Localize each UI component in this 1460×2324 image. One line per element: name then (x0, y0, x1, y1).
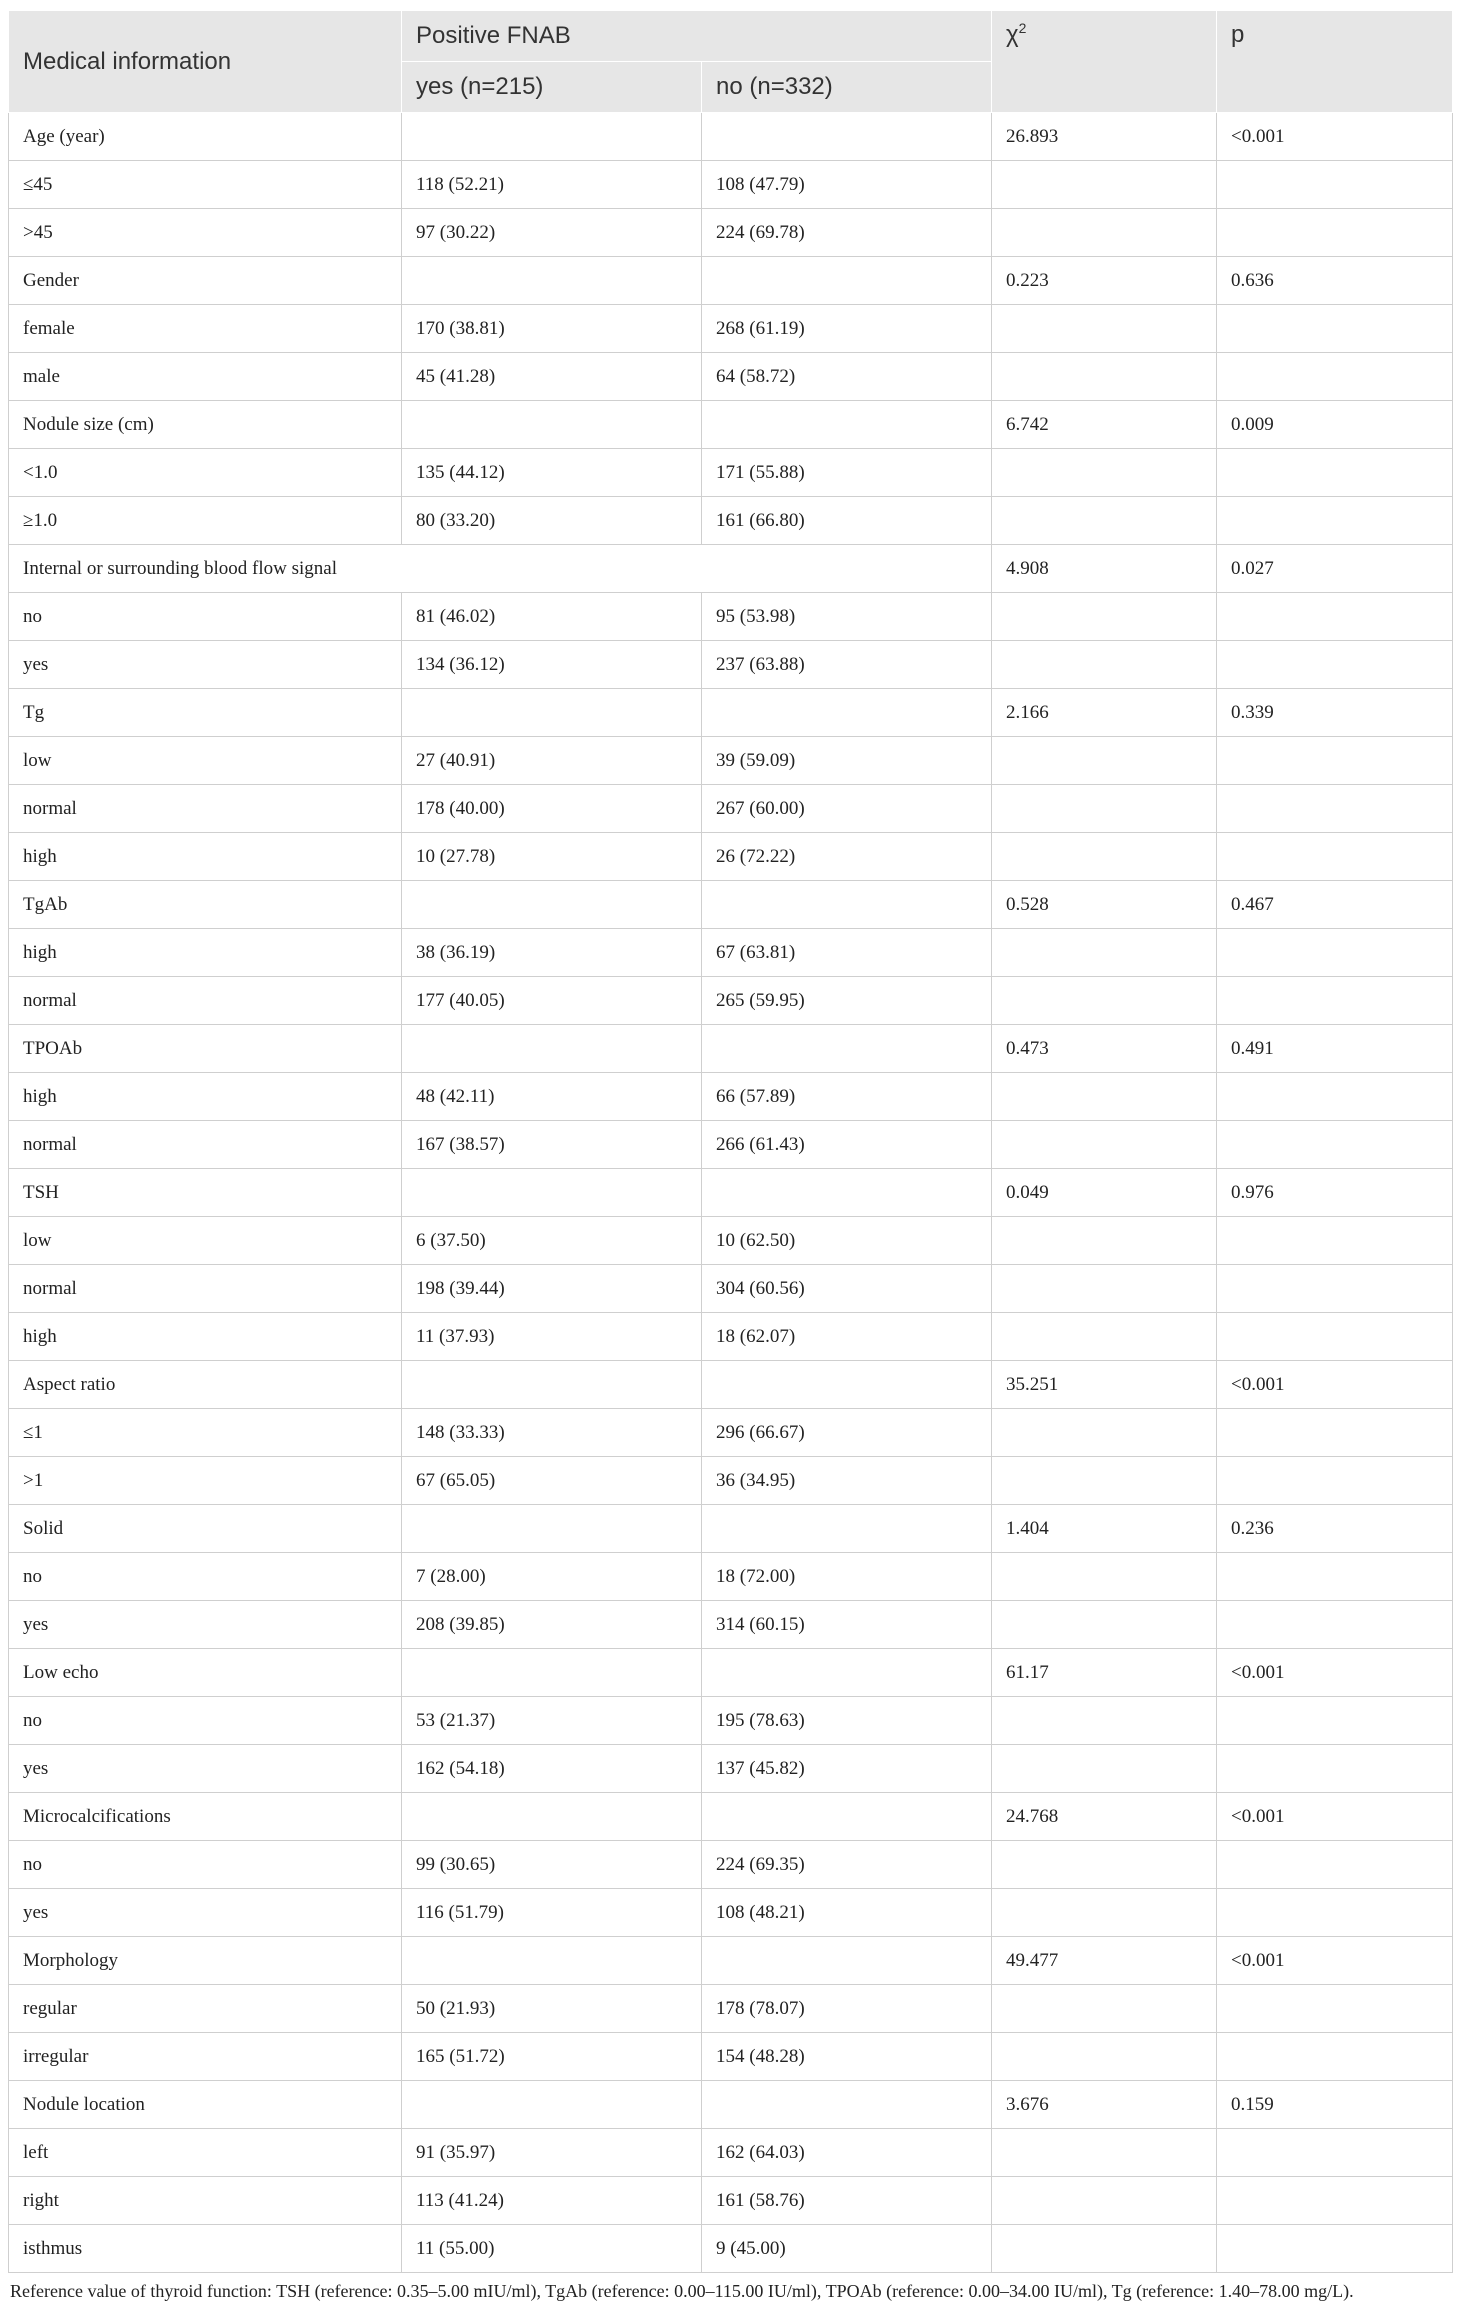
cell-p (1217, 1697, 1453, 1745)
cell-chi2 (992, 1217, 1217, 1265)
cell-no: 265 (59.95) (702, 977, 992, 1025)
cell-yes: 165 (51.72) (402, 2033, 702, 2081)
cell-yes: 80 (33.20) (402, 497, 702, 545)
cell-variable: no (9, 593, 402, 641)
cell-p: 0.236 (1217, 1505, 1453, 1553)
table-row (9, 2177, 1453, 2225)
cell-p: 0.339 (1217, 689, 1453, 737)
cell-no: 137 (45.82) (702, 1745, 992, 1793)
table-row (9, 2129, 1453, 2177)
table-row (9, 833, 1453, 881)
cell-yes: 178 (40.00) (402, 785, 702, 833)
table-row (9, 2225, 1453, 2273)
table-row (9, 209, 1453, 257)
cell-yes: 11 (37.93) (402, 1313, 702, 1361)
cell-yes: 48 (42.11) (402, 1073, 702, 1121)
cell-p (1217, 449, 1453, 497)
cell-chi2: 35.251 (992, 1361, 1217, 1409)
cell-p: 0.491 (1217, 1025, 1453, 1073)
cell-no: 36 (34.95) (702, 1457, 992, 1505)
table-row (9, 1409, 1453, 1457)
cell-yes: 53 (21.37) (402, 1697, 702, 1745)
cell-p (1217, 209, 1453, 257)
cell-p (1217, 929, 1453, 977)
cell-yes: 7 (28.00) (402, 1553, 702, 1601)
cell-no: 296 (66.67) (702, 1409, 992, 1457)
cell-no (702, 113, 992, 161)
cell-variable: female (9, 305, 402, 353)
cell-yes: 170 (38.81) (402, 305, 702, 353)
table-row (9, 545, 1453, 593)
table-row (9, 1697, 1453, 1745)
table-row (9, 257, 1453, 305)
cell-chi2 (992, 2177, 1217, 2225)
cell-p: <0.001 (1217, 1937, 1453, 1985)
cell-p (1217, 1073, 1453, 1121)
cell-chi2 (992, 1121, 1217, 1169)
table-row (9, 353, 1453, 401)
cell-no: 108 (48.21) (702, 1889, 992, 1937)
header-medical-information: Medical information (9, 11, 402, 113)
cell-yes: 38 (36.19) (402, 929, 702, 977)
cell-no: 18 (62.07) (702, 1313, 992, 1361)
cell-yes: 148 (33.33) (402, 1409, 702, 1457)
cell-chi2 (992, 737, 1217, 785)
cell-p: 0.467 (1217, 881, 1453, 929)
table-row (9, 1265, 1453, 1313)
cell-yes (402, 2081, 702, 2129)
cell-yes (402, 1793, 702, 1841)
cell-yes: 97 (30.22) (402, 209, 702, 257)
table-row (9, 1457, 1453, 1505)
table-row (9, 113, 1453, 161)
table-row (9, 1793, 1453, 1841)
cell-p (1217, 2225, 1453, 2273)
table-row (9, 1025, 1453, 1073)
footnote: Reference value of thyroid function: TSH (reference: 0.35–5.00 mIU/ml), TgAb (reference: 0.00–115.00 IU/ml), TPOAb (reference: 0.00–34.00 IU/ml), Tg (reference: 1.40–78.00 mg/L). (10, 2281, 1354, 2301)
table-row (9, 641, 1453, 689)
cell-p (1217, 353, 1453, 401)
cell-no: 9 (45.00) (702, 2225, 992, 2273)
cell-yes: 10 (27.78) (402, 833, 702, 881)
table-row (9, 2081, 1453, 2129)
cell-p: 0.636 (1217, 257, 1453, 305)
cell-yes (402, 689, 702, 737)
cell-variable: >1 (9, 1457, 402, 1505)
table-row (9, 1313, 1453, 1361)
table-row (9, 305, 1453, 353)
cell-variable: Internal or surrounding blood flow signal (9, 545, 992, 593)
cell-p (1217, 737, 1453, 785)
cell-chi2 (992, 1745, 1217, 1793)
cell-yes (402, 401, 702, 449)
cell-no: 304 (60.56) (702, 1265, 992, 1313)
cell-no (702, 1361, 992, 1409)
table-row (9, 497, 1453, 545)
table-row (9, 1601, 1453, 1649)
cell-no: 10 (62.50) (702, 1217, 992, 1265)
cell-yes: 167 (38.57) (402, 1121, 702, 1169)
cell-p (1217, 1889, 1453, 1937)
cell-variable: no (9, 1697, 402, 1745)
cell-chi2: 2.166 (992, 689, 1217, 737)
cell-p: 0.976 (1217, 1169, 1453, 1217)
cell-variable: high (9, 1073, 402, 1121)
cell-variable: normal (9, 1265, 402, 1313)
cell-yes: 50 (21.93) (402, 1985, 702, 2033)
table-body (9, 113, 1453, 2273)
table-row (9, 2033, 1453, 2081)
cell-yes: 208 (39.85) (402, 1601, 702, 1649)
cell-no (702, 689, 992, 737)
header-chi-square (992, 11, 1217, 113)
header-positive-fnab: Positive FNAB (402, 11, 992, 62)
cell-p: <0.001 (1217, 1793, 1453, 1841)
cell-chi2 (992, 1073, 1217, 1121)
cell-yes (402, 1361, 702, 1409)
cell-chi2: 61.17 (992, 1649, 1217, 1697)
cell-chi2: 3.676 (992, 2081, 1217, 2129)
cell-chi2 (992, 161, 1217, 209)
cell-no (702, 257, 992, 305)
cell-p (1217, 1409, 1453, 1457)
cell-variable: right (9, 2177, 402, 2225)
cell-yes: 27 (40.91) (402, 737, 702, 785)
cell-variable: regular (9, 1985, 402, 2033)
cell-variable: left (9, 2129, 402, 2177)
cell-variable: normal (9, 785, 402, 833)
cell-variable: yes (9, 1745, 402, 1793)
cell-no (702, 2081, 992, 2129)
cell-yes: 118 (52.21) (402, 161, 702, 209)
cell-variable: high (9, 1313, 402, 1361)
table-row (9, 977, 1453, 1025)
cell-chi2: 4.908 (992, 545, 1217, 593)
cell-p (1217, 497, 1453, 545)
cell-no (702, 881, 992, 929)
table-row (9, 401, 1453, 449)
cell-no: 108 (47.79) (702, 161, 992, 209)
cell-chi2 (992, 1457, 1217, 1505)
cell-yes: 116 (51.79) (402, 1889, 702, 1937)
table-row (9, 1841, 1453, 1889)
cell-p (1217, 593, 1453, 641)
results-table (8, 10, 1453, 2273)
table-row (9, 1217, 1453, 1265)
cell-yes (402, 257, 702, 305)
cell-yes: 198 (39.44) (402, 1265, 702, 1313)
cell-variable: yes (9, 1601, 402, 1649)
cell-variable: irregular (9, 2033, 402, 2081)
cell-no (702, 1505, 992, 1553)
cell-p (1217, 1601, 1453, 1649)
cell-chi2 (992, 641, 1217, 689)
cell-p (1217, 1745, 1453, 1793)
cell-yes (402, 881, 702, 929)
cell-no (702, 1937, 992, 1985)
table-row (9, 1505, 1453, 1553)
table-row (9, 881, 1453, 929)
cell-yes: 45 (41.28) (402, 353, 702, 401)
cell-chi2 (992, 977, 1217, 1025)
cell-no: 195 (78.63) (702, 1697, 992, 1745)
cell-no: 26 (72.22) (702, 833, 992, 881)
table-row (9, 593, 1453, 641)
cell-p (1217, 833, 1453, 881)
cell-p: <0.001 (1217, 113, 1453, 161)
cell-variable: TgAb (9, 881, 402, 929)
cell-no: 224 (69.35) (702, 1841, 992, 1889)
cell-variable: Microcalcifications (9, 1793, 402, 1841)
cell-no: 162 (64.03) (702, 2129, 992, 2177)
cell-no: 161 (66.80) (702, 497, 992, 545)
cell-p (1217, 161, 1453, 209)
cell-yes: 81 (46.02) (402, 593, 702, 641)
cell-chi2 (992, 593, 1217, 641)
cell-variable: Nodule size (cm) (9, 401, 402, 449)
cell-no: 268 (61.19) (702, 305, 992, 353)
cell-variable: high (9, 929, 402, 977)
cell-p: 0.027 (1217, 545, 1453, 593)
header-yes: yes (n=215) (402, 62, 702, 113)
cell-p (1217, 2177, 1453, 2225)
table-row (9, 1649, 1453, 1697)
table-row (9, 161, 1453, 209)
cell-chi2: 0.473 (992, 1025, 1217, 1073)
table-row (9, 1169, 1453, 1217)
cell-p (1217, 1265, 1453, 1313)
cell-chi2 (992, 2225, 1217, 2273)
cell-p (1217, 1841, 1453, 1889)
cell-chi2: 26.893 (992, 113, 1217, 161)
cell-no (702, 1025, 992, 1073)
cell-p (1217, 785, 1453, 833)
cell-chi2: 0.528 (992, 881, 1217, 929)
cell-variable: ≤1 (9, 1409, 402, 1457)
cell-chi2 (992, 785, 1217, 833)
cell-chi2 (992, 1985, 1217, 2033)
cell-variable: Low echo (9, 1649, 402, 1697)
cell-no: 224 (69.78) (702, 209, 992, 257)
cell-chi2 (992, 1697, 1217, 1745)
cell-p: 0.009 (1217, 401, 1453, 449)
cell-chi2 (992, 449, 1217, 497)
cell-chi2 (992, 1889, 1217, 1937)
table-container (8, 10, 1452, 2302)
cell-variable: low (9, 737, 402, 785)
header-p: p (1217, 11, 1453, 113)
table-row (9, 737, 1453, 785)
cell-chi2 (992, 1265, 1217, 1313)
cell-no: 66 (57.89) (702, 1073, 992, 1121)
cell-variable: ≥1.0 (9, 497, 402, 545)
cell-yes: 11 (55.00) (402, 2225, 702, 2273)
cell-variable: Tg (9, 689, 402, 737)
cell-variable: high (9, 833, 402, 881)
cell-yes: 162 (54.18) (402, 1745, 702, 1793)
cell-chi2 (992, 305, 1217, 353)
cell-variable: low (9, 1217, 402, 1265)
cell-chi2 (992, 1409, 1217, 1457)
cell-chi2 (992, 2033, 1217, 2081)
table-row (9, 1553, 1453, 1601)
cell-variable: no (9, 1553, 402, 1601)
table-row (9, 1889, 1453, 1937)
cell-variable: TPOAb (9, 1025, 402, 1073)
cell-yes: 67 (65.05) (402, 1457, 702, 1505)
cell-p (1217, 1553, 1453, 1601)
cell-no: 266 (61.43) (702, 1121, 992, 1169)
cell-variable: ≤45 (9, 161, 402, 209)
cell-chi2 (992, 929, 1217, 977)
table-header (9, 11, 1453, 113)
cell-chi2: 1.404 (992, 1505, 1217, 1553)
cell-yes (402, 113, 702, 161)
cell-p (1217, 2033, 1453, 2081)
cell-variable: normal (9, 977, 402, 1025)
cell-yes: 134 (36.12) (402, 641, 702, 689)
cell-yes (402, 1505, 702, 1553)
cell-p (1217, 305, 1453, 353)
cell-no: 314 (60.15) (702, 1601, 992, 1649)
cell-yes: 6 (37.50) (402, 1217, 702, 1265)
cell-p (1217, 1985, 1453, 2033)
cell-p: <0.001 (1217, 1649, 1453, 1697)
table-row (9, 785, 1453, 833)
cell-chi2 (992, 1553, 1217, 1601)
cell-yes (402, 1169, 702, 1217)
cell-no: 18 (72.00) (702, 1553, 992, 1601)
table-row (9, 1745, 1453, 1793)
cell-chi2 (992, 1841, 1217, 1889)
cell-yes: 99 (30.65) (402, 1841, 702, 1889)
table-row (9, 929, 1453, 977)
cell-no: 171 (55.88) (702, 449, 992, 497)
cell-p (1217, 2129, 1453, 2177)
cell-chi2 (992, 833, 1217, 881)
cell-yes: 177 (40.05) (402, 977, 702, 1025)
cell-variable: <1.0 (9, 449, 402, 497)
chi-symbol: χ (1006, 21, 1019, 48)
cell-no (702, 1649, 992, 1697)
table-row (9, 1985, 1453, 2033)
cell-variable: Morphology (9, 1937, 402, 1985)
cell-no: 154 (48.28) (702, 2033, 992, 2081)
cell-p: 0.159 (1217, 2081, 1453, 2129)
table-row (9, 1361, 1453, 1409)
cell-chi2 (992, 497, 1217, 545)
cell-variable: Solid (9, 1505, 402, 1553)
cell-variable: yes (9, 641, 402, 689)
cell-variable: no (9, 1841, 402, 1889)
cell-no: 178 (78.07) (702, 1985, 992, 2033)
cell-yes (402, 1649, 702, 1697)
cell-no: 67 (63.81) (702, 929, 992, 977)
header-no: no (n=332) (702, 62, 992, 113)
table-row (9, 1121, 1453, 1169)
cell-variable: Nodule location (9, 2081, 402, 2129)
cell-variable: >45 (9, 209, 402, 257)
cell-yes: 91 (35.97) (402, 2129, 702, 2177)
cell-variable: Aspect ratio (9, 1361, 402, 1409)
cell-variable: normal (9, 1121, 402, 1169)
cell-no (702, 1793, 992, 1841)
cell-yes: 135 (44.12) (402, 449, 702, 497)
cell-p (1217, 1217, 1453, 1265)
cell-p (1217, 641, 1453, 689)
cell-p: <0.001 (1217, 1361, 1453, 1409)
cell-chi2: 24.768 (992, 1793, 1217, 1841)
cell-chi2 (992, 2129, 1217, 2177)
table-row (9, 1073, 1453, 1121)
cell-no: 237 (63.88) (702, 641, 992, 689)
cell-variable: Gender (9, 257, 402, 305)
cell-chi2: 0.223 (992, 257, 1217, 305)
cell-variable: isthmus (9, 2225, 402, 2273)
cell-no: 95 (53.98) (702, 593, 992, 641)
cell-no: 64 (58.72) (702, 353, 992, 401)
cell-yes (402, 1937, 702, 1985)
cell-chi2 (992, 1601, 1217, 1649)
cell-variable: yes (9, 1889, 402, 1937)
cell-p (1217, 1457, 1453, 1505)
table-row (9, 449, 1453, 497)
cell-yes (402, 1025, 702, 1073)
cell-variable: TSH (9, 1169, 402, 1217)
cell-chi2 (992, 209, 1217, 257)
chi-superscript: 2 (1018, 20, 1027, 36)
cell-variable: male (9, 353, 402, 401)
cell-variable: Age (year) (9, 113, 402, 161)
cell-no: 267 (60.00) (702, 785, 992, 833)
cell-chi2 (992, 353, 1217, 401)
cell-chi2: 6.742 (992, 401, 1217, 449)
cell-no: 39 (59.09) (702, 737, 992, 785)
table-row (9, 1937, 1453, 1985)
cell-p (1217, 1313, 1453, 1361)
cell-chi2: 49.477 (992, 1937, 1217, 1985)
cell-no (702, 401, 992, 449)
cell-p (1217, 977, 1453, 1025)
cell-chi2 (992, 1313, 1217, 1361)
cell-no (702, 1169, 992, 1217)
cell-no: 161 (58.76) (702, 2177, 992, 2225)
cell-yes: 113 (41.24) (402, 2177, 702, 2225)
table-row (9, 689, 1453, 737)
cell-p (1217, 1121, 1453, 1169)
cell-chi2: 0.049 (992, 1169, 1217, 1217)
